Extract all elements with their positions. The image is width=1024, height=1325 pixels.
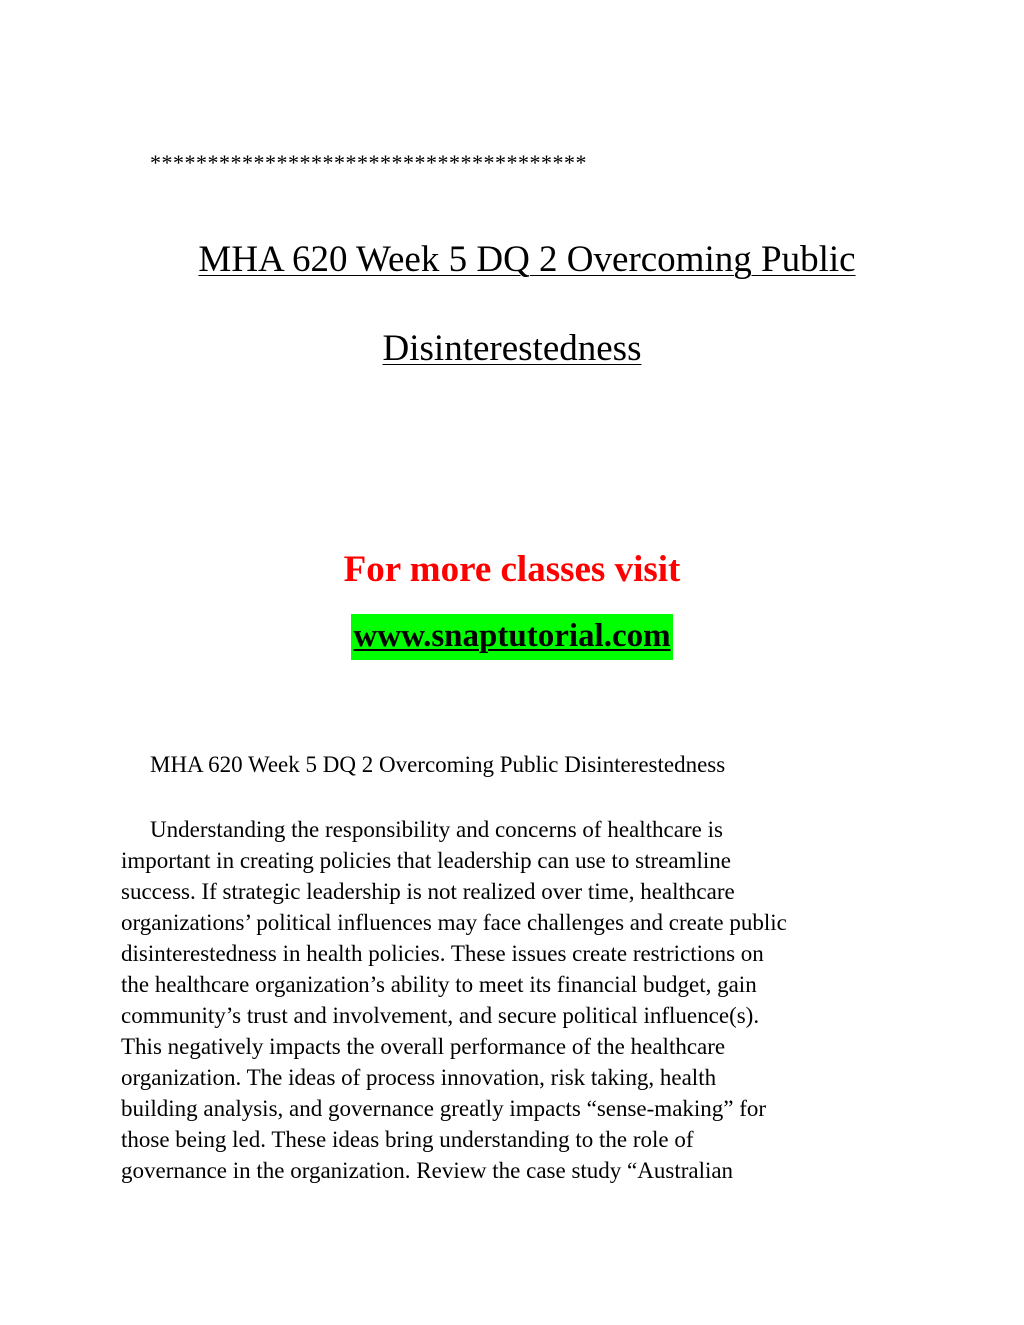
body-line: This negatively impacts the overall performance of the healthcare (121, 1034, 726, 1059)
promo-link-container (0, 614, 1024, 660)
separator-stars: ************************************** (150, 150, 587, 175)
body-line: those being led. These ideas bring understanding to the role of (121, 1127, 694, 1152)
body-line: governance in the organization. Review the case study “Australian (121, 1158, 734, 1183)
body-line: success. If strategic leadership is not realized over time, healthcare (121, 879, 735, 904)
document-subtitle: MHA 620 Week 5 DQ 2 Overcoming Public Disinterestedness (150, 752, 726, 777)
promo-heading: For more classes visit (343, 549, 681, 590)
body-line: community’s trust and involvement, and secure political influence(s). (121, 1003, 760, 1028)
body-line: Understanding the responsibility and concerns of healthcare is (150, 817, 723, 842)
body-paragraph (121, 814, 911, 1186)
body-line: building analysis, and governance greatly impacts “sense-making” for (121, 1096, 767, 1121)
body-line: organization. The ideas of process innovation, risk taking, health (121, 1065, 717, 1090)
body-line: the healthcare organization’s ability to meet its financial budget, gain (121, 972, 757, 997)
snaptutorial-link[interactable]: www.snaptutorial.com (351, 614, 672, 660)
body-line: organizations’ political influences may face challenges and create public (121, 910, 787, 935)
document-title-line-2: Disinterestedness (382, 328, 642, 369)
body-line: important in creating policies that leadership can use to streamline (121, 848, 731, 873)
document-title-line-1: MHA 620 Week 5 DQ 2 Overcoming Public (198, 239, 856, 280)
body-line: disinterestedness in health policies. These issues create restrictions on (121, 941, 764, 966)
